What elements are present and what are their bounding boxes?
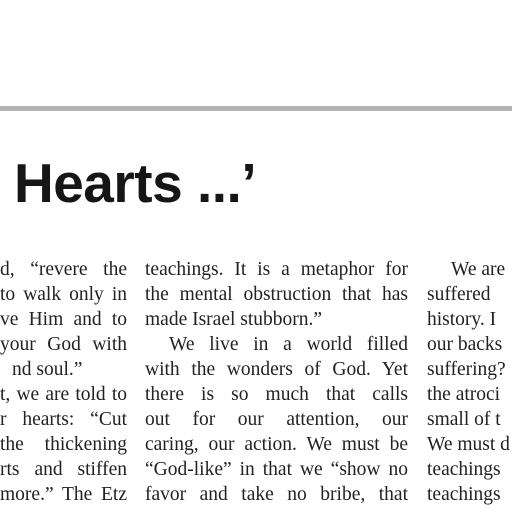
text-line: nd soul.” [12, 359, 83, 380]
text-line: the thickening [0, 434, 127, 455]
text-line: our backs [427, 334, 503, 355]
text-line: teachings. It is a metaphor for [145, 259, 408, 280]
article-column-left [0, 257, 127, 507]
text-line: to walk only in [0, 284, 127, 305]
text-line: We must d [427, 434, 510, 455]
text-line: “God-like” in that we “show no [145, 459, 408, 480]
text-line: caring, our action. We must be [145, 434, 408, 455]
section-divider-rule [0, 106, 512, 111]
text-line: t, we are told to [0, 384, 127, 405]
text-line: with the wonders of God. Yet [145, 359, 408, 380]
text-line: there is so much that calls [145, 384, 408, 405]
text-line: small of t [427, 409, 501, 430]
text-line: history. I [427, 309, 497, 330]
text-line: your God with [0, 334, 127, 355]
text-line: out for our attention, our [145, 409, 408, 430]
text-line: suffering? [427, 359, 506, 380]
article-column-middle [145, 257, 408, 507]
text-line: favor and take no bribe, that [145, 484, 408, 505]
text-line: ve Him and to [0, 309, 127, 330]
text-line: made Israel stubborn.” [145, 309, 323, 330]
text-line: We are [451, 259, 506, 280]
text-line: suffered [427, 284, 491, 305]
text-line: more.” The Etz [0, 484, 127, 505]
text-line: d, “revere the [0, 259, 127, 280]
text-line: teachings [427, 484, 501, 505]
article-headline: Hearts ...’ [14, 152, 257, 214]
text-line: rts and stiffen [0, 459, 127, 480]
text-line: the mental obstruction that has [145, 284, 408, 305]
text-line: the atroci [427, 384, 501, 405]
text-line: teachings [427, 459, 501, 480]
text-line: r hearts: “Cut [0, 409, 127, 430]
article-column-right [427, 257, 512, 507]
text-line: We live in a world filled [169, 334, 408, 355]
